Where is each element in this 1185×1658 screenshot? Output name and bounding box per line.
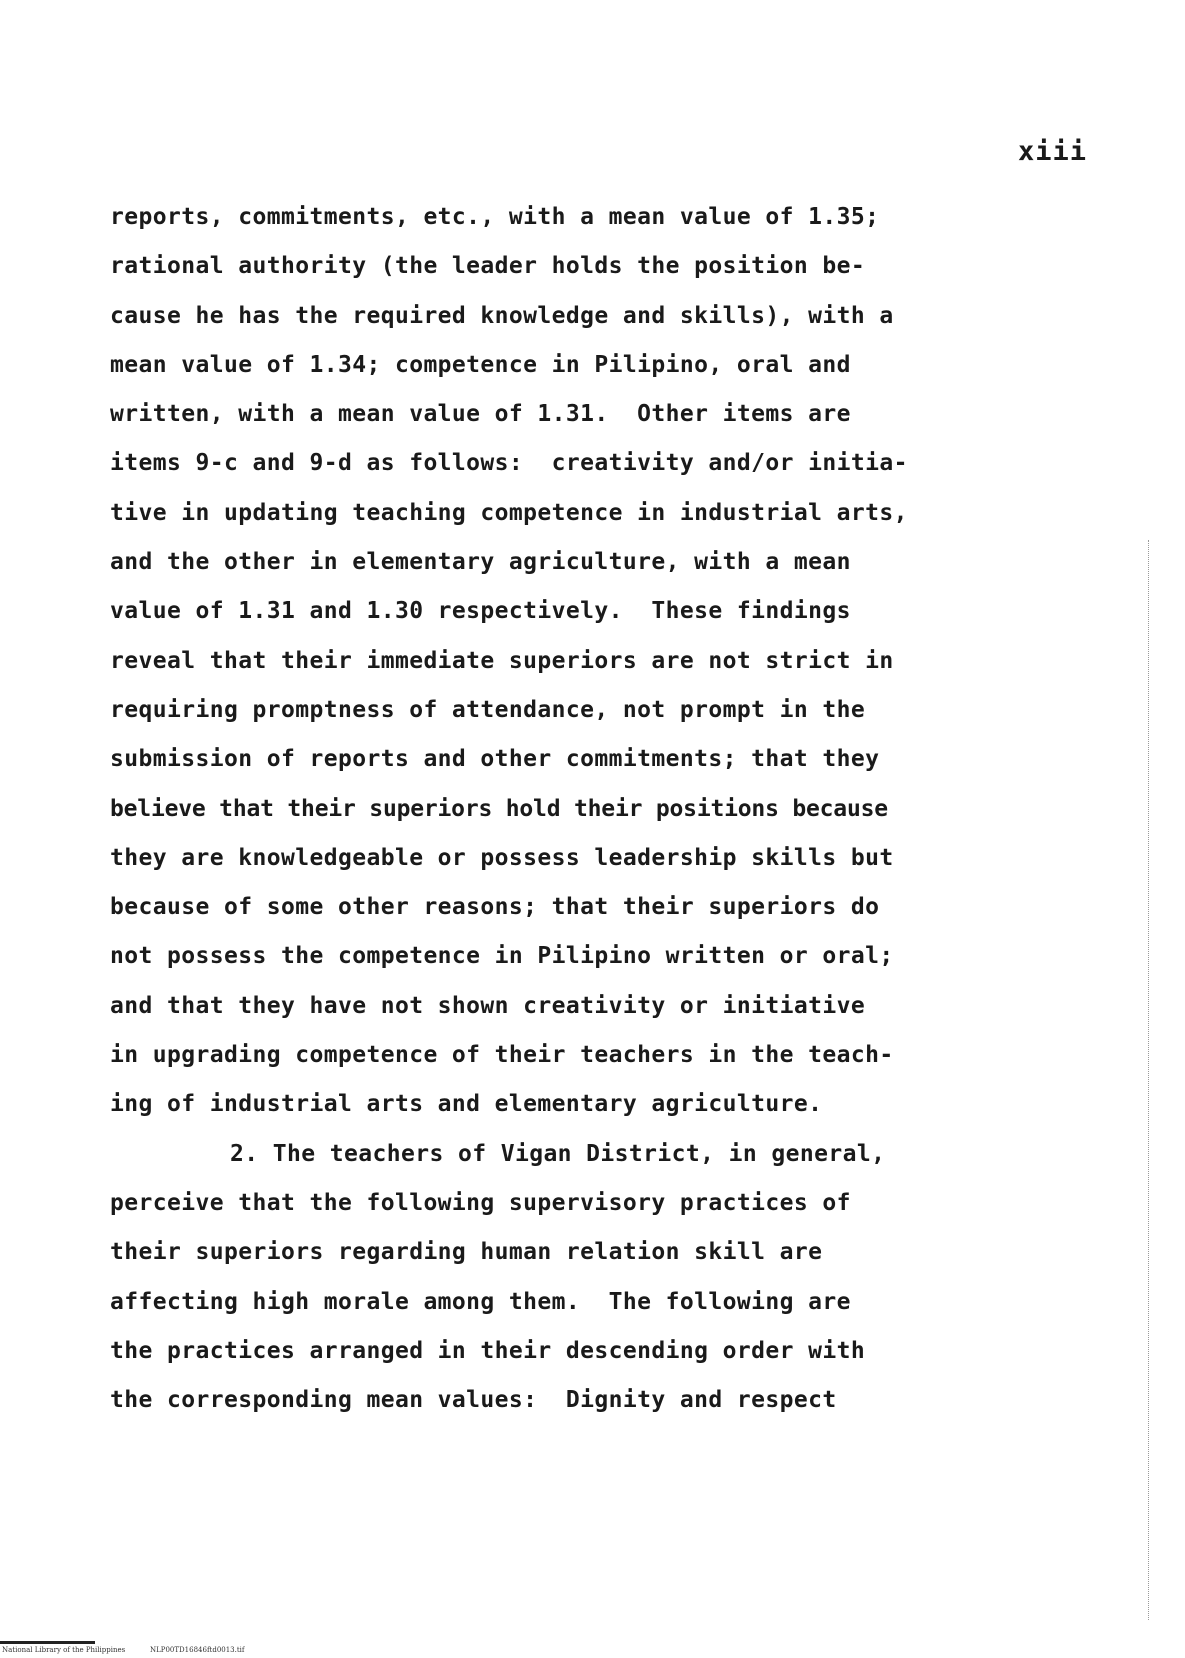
text-line: because of some other reasons; that their superiors do — [110, 894, 880, 921]
text-line: written, with a mean value of 1.31. Other items are — [110, 401, 851, 428]
text-line: reports, commitments, etc., with a mean value of 1.35; — [110, 204, 880, 230]
footer-library-name: National Library of the Philippines — [2, 1646, 126, 1654]
text-line: they are knowledgeable or possess leadership skills but — [110, 844, 894, 871]
text-line: tive in updating teaching competence in industrial arts, — [110, 499, 908, 526]
text-line: the practices arranged in their descending order with — [110, 1337, 866, 1364]
text-line: cause he has the required knowledge and skills), with a — [110, 302, 894, 329]
text-line: reveal that their immediate superiors are not strict in — [110, 647, 894, 674]
text-line: mean value of 1.34; competence in Pilipino, oral and — [110, 351, 851, 378]
text-line: affecting high morale among them. The following are — [110, 1288, 851, 1315]
scan-edge-mark — [1148, 540, 1150, 1620]
text-line: believe that their superiors hold their positions because — [110, 795, 888, 822]
footer-scan-bar — [0, 1641, 95, 1644]
paragraph-start-line: 2. The teachers of Vigan District, in general, — [230, 1140, 886, 1167]
text-line: the corresponding mean values: Dignity and respect — [110, 1387, 837, 1414]
text-line: in upgrading competence of their teachers in the teach- — [110, 1042, 894, 1069]
text-line: perceive that the following supervisory practices of — [110, 1189, 851, 1216]
text-line: submission of reports and other commitments; that they — [110, 746, 880, 773]
body-text — [110, 193, 1110, 1425]
text-line: items 9-c and 9-d as follows: creativity and/or initia- — [110, 450, 908, 477]
footer-file-name: NLP00TD16846ftd0013.tif — [150, 1646, 245, 1654]
text-line: ing of industrial arts and elementary agriculture. — [110, 1091, 823, 1118]
page-number: xiii — [1018, 136, 1088, 167]
text-line: not possess the competence in Pilipino written or oral; — [110, 943, 894, 970]
text-line: and the other in elementary agriculture, with a mean — [110, 549, 851, 576]
text-line: rational authority (the leader holds the position be- — [110, 253, 866, 280]
text-line: their superiors regarding human relation skill are — [110, 1239, 823, 1266]
text-line: and that they have not shown creativity or initiative — [110, 992, 866, 1019]
text-line: value of 1.31 and 1.30 respectively. These findings — [110, 598, 851, 625]
text-line: requiring promptness of attendance, not prompt in the — [110, 696, 866, 723]
